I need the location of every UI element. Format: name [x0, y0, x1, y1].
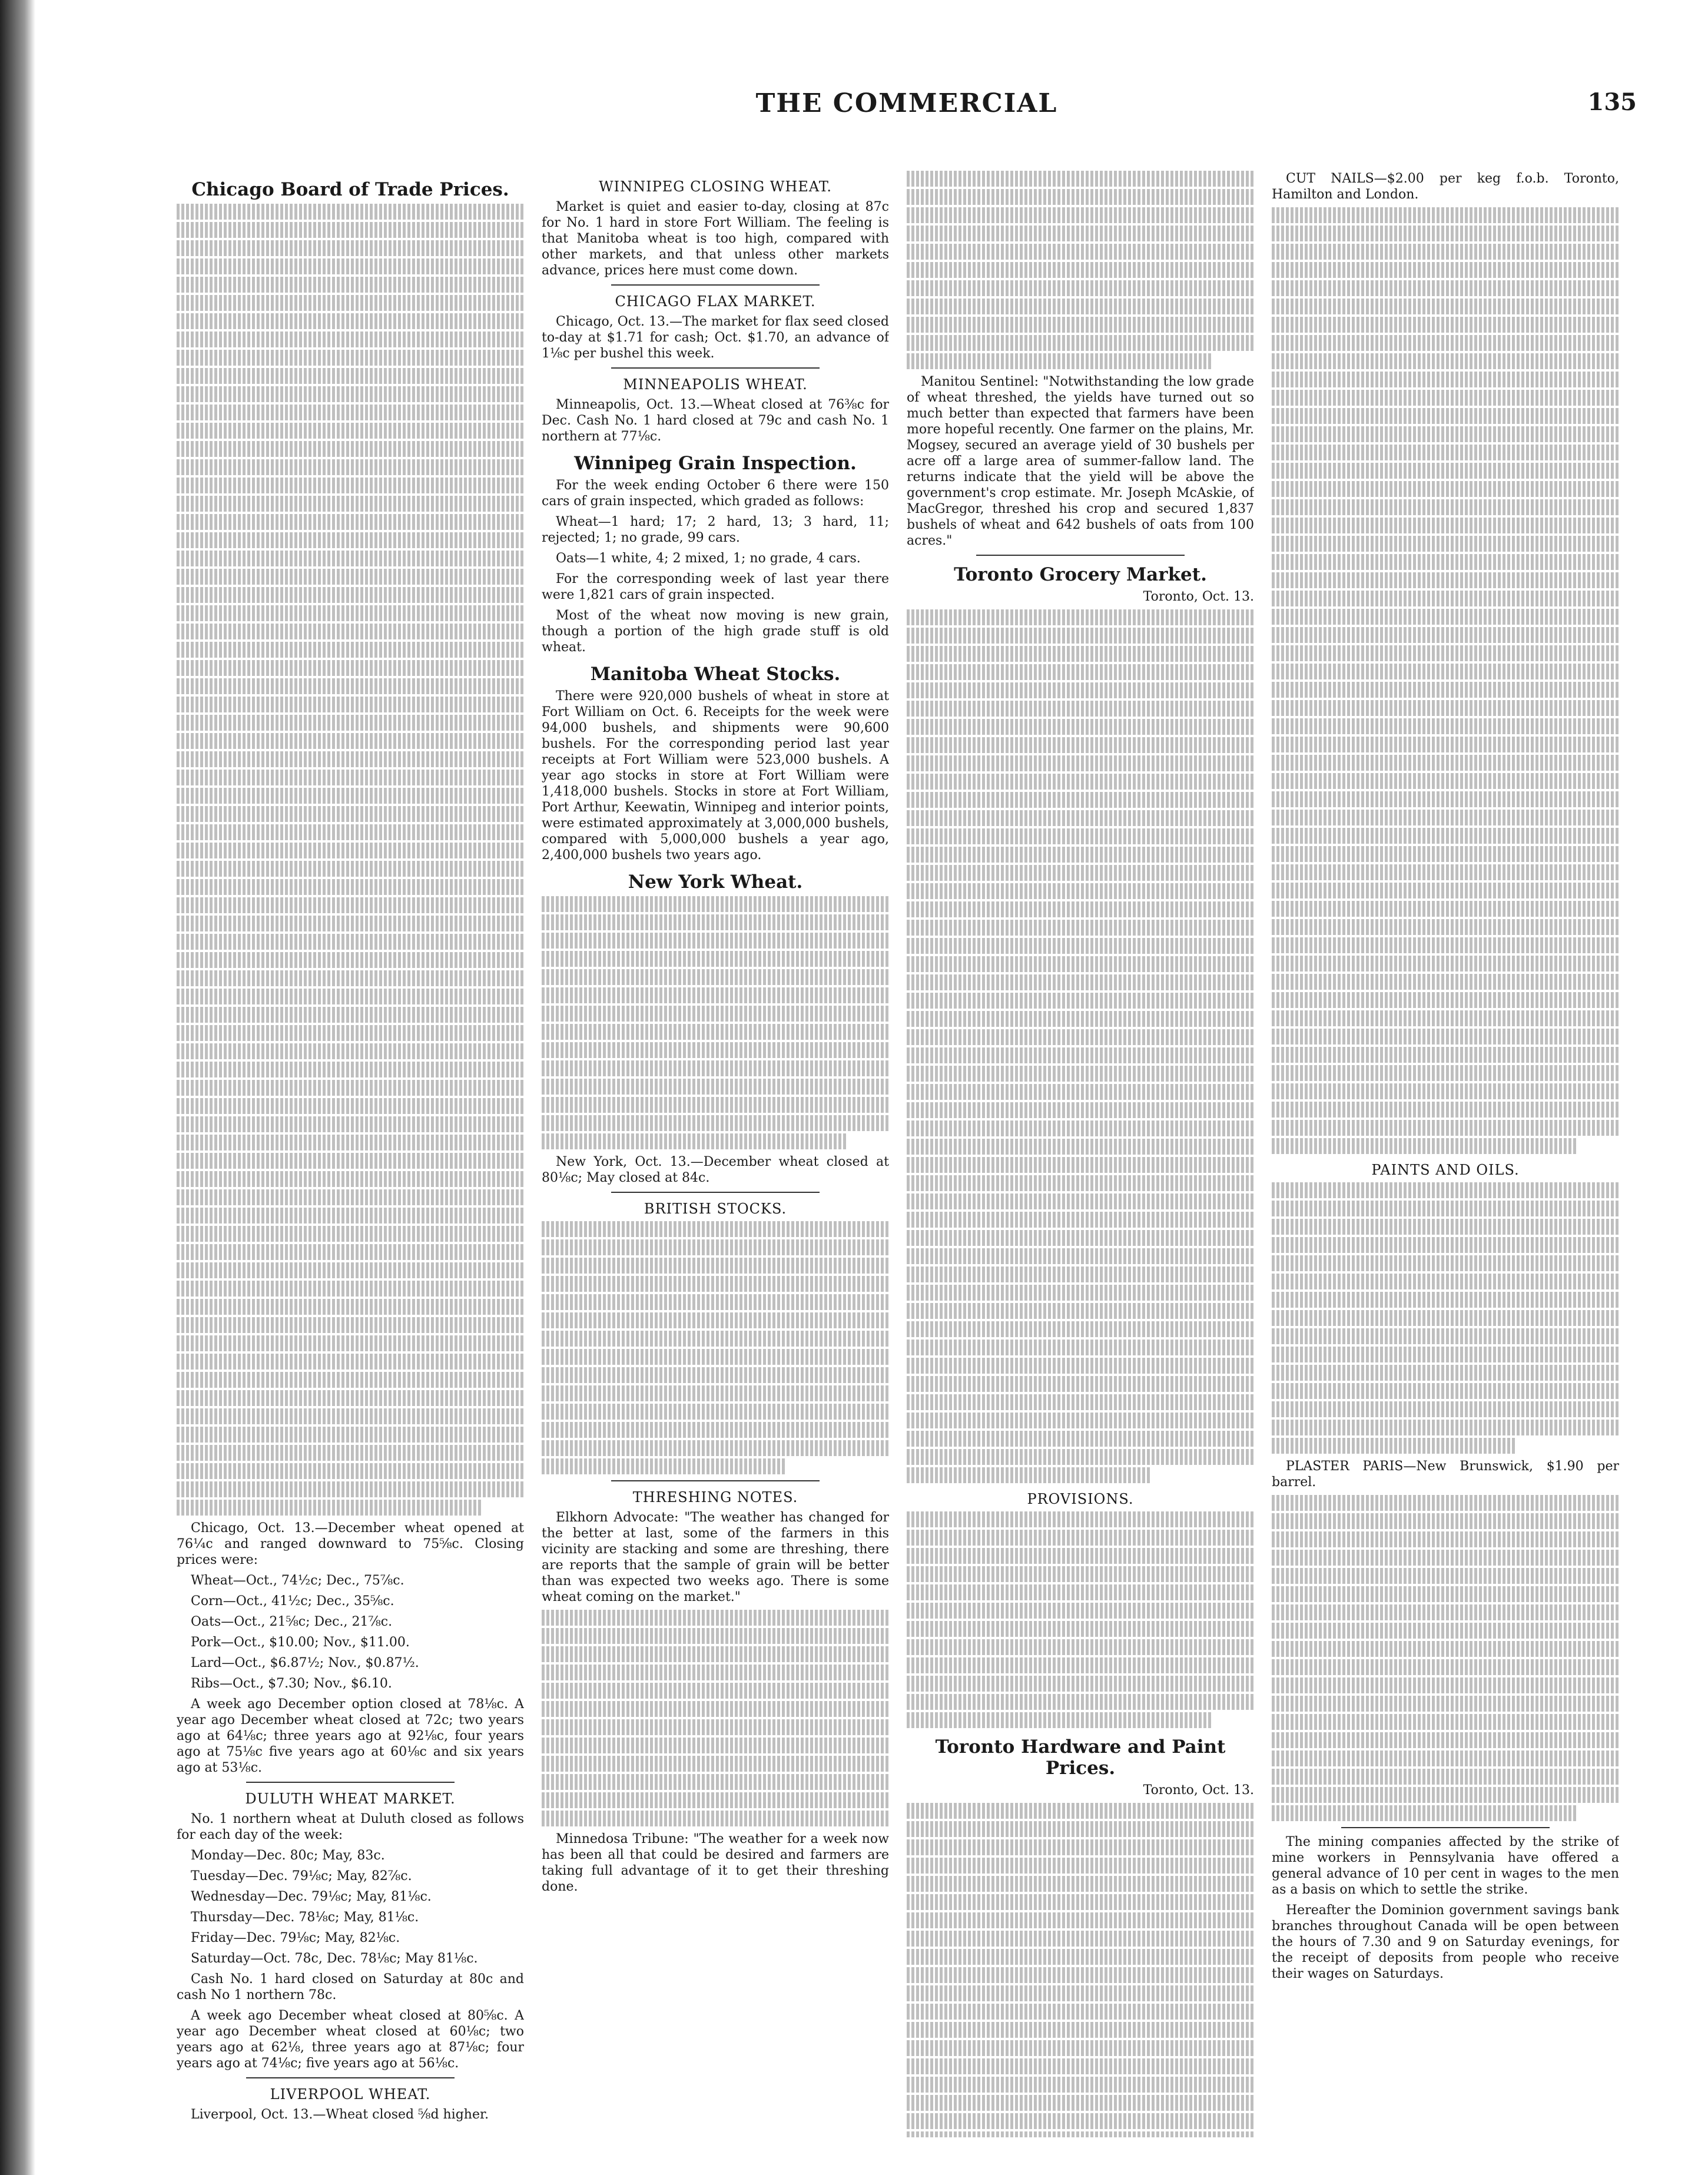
article-paragraph: Liverpool, Oct. 13.—Wheat closed ⅝d higher.	[191, 2107, 489, 2122]
article-paragraph: Manitou Sentinel: "Notwithstanding the low grade of wheat threshed, the yields have turned out so much better than expected that farmers have been more hopeful recently. One farmer on the plains, Mr. Mogsey, secured an average yield of 30 bushels per acre off a large area of summer-fallow land. The returns indicate that the yield will be above the government's crop estimate. Mr. Joseph McAskie, of MacGregor, threshed his crop and secured 1,837 bushels of wheat and 642 bushels of oats from 100 acres."	[907, 374, 1254, 548]
illegible-price-text	[542, 896, 889, 1149]
article-paragraph: Monday—Dec. 80c; May, 83c.	[191, 1848, 385, 1863]
article-paragraph: A week ago December wheat closed at 80⅝c. A year ago December wheat closed at 60⅛c; two years ago at 62⅛, three years ago at 87⅛c; four years ago at 74⅛c; five years ago at 56⅛c.	[177, 2008, 524, 2071]
article-paragraph: There were 920,000 bushels of wheat in store at Fort William on Oct. 6. Receipts for the week were 94,000 bushels, and shipments were 90,600 bushels. For the corresponding period last year receipts at Fort William were 523,000 bushels. A year ago stocks in store at Fort William were 1,418,000 bushels. Stocks in store at Fort William, Port Arthur, Keewatin, Winnipeg and interior points, were estimated approximately at 3,000,000 bushels, compared with 5,000,000 bushels a year ago, 2,400,000 bushels two years ago.	[542, 689, 889, 863]
column-3	[907, 171, 1254, 2137]
article-paragraph: Ribs—Oct., $7.30; Nov., $6.10.	[191, 1676, 392, 1691]
section-divider	[246, 2077, 455, 2078]
section-heading: Toronto Grocery Market.	[954, 564, 1207, 585]
illegible-price-text	[907, 1511, 1254, 1728]
section-heading: PROVISIONS.	[1027, 1491, 1134, 1507]
article-paragraph: Hereafter the Dominion government savings bank branches throughout Canada will be open between the hours of 7.30 and 9 on Saturday evenings, for the receipt of deposits from people who receive their wages on Saturdays.	[1272, 1903, 1619, 1981]
section-heading: CHICAGO FLAX MARKET.	[615, 293, 816, 310]
article-paragraph: For the week ending October 6 there were 150 cars of grain inspected, which graded as follows:	[542, 478, 889, 509]
article-paragraph: New York, Oct. 13.—December wheat closed at 80⅛c; May closed at 84c.	[542, 1155, 889, 1185]
section-divider	[611, 367, 820, 369]
section-heading: Toronto Hardware and Paint Prices.	[935, 1736, 1226, 1779]
illegible-price-text	[1272, 1495, 1619, 1821]
section-heading: LIVERPOOL WHEAT.	[270, 2086, 431, 2103]
article-paragraph: Cash No. 1 hard closed on Saturday at 80c and cash No 1 northern 78c.	[177, 1972, 524, 2002]
illegible-price-text	[542, 1221, 889, 1474]
article-paragraph: Thursday—Dec. 78⅛c; May, 81⅛c.	[191, 1910, 419, 1925]
page-number: 135	[1587, 88, 1637, 116]
article-paragraph: Elkhorn Advocate: "The weather has changed for the better at last, some of the farmers in this vicinity are stacking and some are threshing, there are reports that the sample of grain will be better than was expected two weeks ago. There is some wheat coming on the market."	[542, 1510, 889, 1604]
section-divider	[611, 284, 820, 286]
section-divider	[976, 555, 1185, 556]
article-paragraph: PLASTER PARIS—New Brunswick, $1.90 per barrel.	[1272, 1459, 1619, 1490]
section-heading: Manitoba Wheat Stocks.	[590, 664, 841, 685]
article-paragraph: Lard—Oct., $6.87½; Nov., $0.87½.	[191, 1656, 419, 1670]
article-paragraph: Tuesday—Dec. 79⅛c; May, 82⅞c.	[191, 1869, 412, 1884]
section-heading: Winnipeg Grain Inspection.	[574, 453, 857, 474]
section-heading: DULUTH WHEAT MARKET.	[245, 1791, 456, 1807]
article-paragraph: For the corresponding week of last year there were 1,821 cars of grain inspected.	[542, 572, 889, 602]
article-paragraph: Toronto, Oct. 13.	[1143, 1783, 1254, 1798]
section-heading: PAINTS AND OILS.	[1371, 1162, 1520, 1178]
illegible-price-text	[907, 171, 1254, 369]
article-paragraph: Corn—Oct., 41½c; Dec., 35⅝c.	[191, 1594, 394, 1609]
article-paragraph: The mining companies affected by the strike of mine workers in Pennsylvania have offered a general advance of 10 per cent in wages to the men as a basis on which to settle the strike.	[1272, 1835, 1619, 1897]
illegible-price-text	[1272, 1182, 1619, 1454]
column-2	[542, 171, 889, 2137]
article-paragraph: CUT NAILS—$2.00 per keg f.o.b. Toronto, Hamilton and London.	[1272, 171, 1619, 202]
column-1	[177, 171, 524, 2137]
section-heading: BRITISH STOCKS.	[644, 1201, 787, 1217]
article-paragraph: Chicago, Oct. 13.—December wheat opened at 76¼c and ranged downward to 75⅝c. Closing prices were:	[177, 1521, 524, 1567]
article-paragraph: Toronto, Oct. 13.	[1143, 589, 1254, 604]
illegible-price-text	[907, 609, 1254, 1483]
illegible-price-text	[542, 1610, 889, 1826]
section-divider	[246, 1782, 455, 1783]
section-heading: New York Wheat.	[628, 871, 803, 893]
illegible-price-text	[907, 1803, 1254, 2137]
article-paragraph: No. 1 northern wheat at Duluth closed as follows for each day of the week:	[177, 1812, 524, 1842]
scan-edge-shadow	[0, 0, 35, 2175]
article-paragraph: Oats—1 white, 4; 2 mixed, 1; no grade, 4 cars.	[556, 551, 861, 566]
section-heading: MINNEAPOLIS WHEAT.	[623, 376, 808, 393]
article-paragraph: Minneapolis, Oct. 13.—Wheat closed at 76⅜c for Dec. Cash No. 1 hard closed at 79c and cash No. 1 northern at 77⅛c.	[542, 397, 889, 444]
section-heading: Chicago Board of Trade Prices.	[191, 179, 509, 200]
publication-title: THE COMMERCIAL	[755, 88, 1058, 118]
article-paragraph: Wheat—Oct., 74½c; Dec., 75⅞c.	[191, 1573, 404, 1588]
article-paragraph: Oats—Oct., 21⅝c; Dec., 21⅞c.	[191, 1614, 393, 1629]
article-paragraph: Chicago, Oct. 13.—The market for flax seed closed to-day at $1.71 for cash; Oct. $1.70, an advance of 1⅛c per bushel this week.	[542, 314, 889, 361]
article-paragraph: Minnedosa Tribune: "The weather for a week now has been all that could be desired and farmers are taking full advantage of it to get their threshing done.	[542, 1832, 889, 1894]
column-4	[1272, 171, 1619, 2137]
article-paragraph: Friday—Dec. 79⅛c; May, 82⅛c.	[191, 1931, 400, 1945]
article-paragraph: Most of the wheat now moving is new grain, though a portion of the high grade stuff is old wheat.	[542, 608, 889, 655]
section-divider	[611, 1480, 820, 1481]
article-paragraph: Pork—Oct., $10.00; Nov., $11.00.	[191, 1635, 410, 1650]
article-paragraph: Market is quiet and easier to-day, closing at 87c for No. 1 hard in store Fort William. The feeling is that Manitoba wheat is too high, compared with other markets, and that unless other markets advance, prices here must come down.	[542, 200, 889, 278]
illegible-price-text	[177, 204, 524, 1516]
section-heading: THRESHING NOTES.	[632, 1489, 798, 1506]
article-paragraph: Wheat—1 hard; 17; 2 hard, 13; 3 hard, 11; rejected; 1; no grade, 99 cars.	[542, 515, 889, 545]
section-divider	[1341, 1827, 1550, 1828]
article-paragraph: Saturday—Oct. 78c, Dec. 78⅛c; May 81⅛c.	[191, 1951, 478, 1966]
article-paragraph: Wednesday—Dec. 79⅛c; May, 81⅛c.	[191, 1889, 432, 1904]
illegible-price-text	[1272, 207, 1619, 1154]
section-heading: WINNIPEG CLOSING WHEAT.	[598, 178, 833, 195]
article-paragraph: A week ago December option closed at 78⅛c. A year ago December wheat closed at 72c; two years ago at 64⅛c; three years ago at 92⅛c, four years ago at 75⅛c five years ago at 60⅛c and six years ago at 53⅛c.	[177, 1697, 524, 1775]
running-head	[177, 88, 1637, 130]
section-divider	[611, 1192, 820, 1193]
